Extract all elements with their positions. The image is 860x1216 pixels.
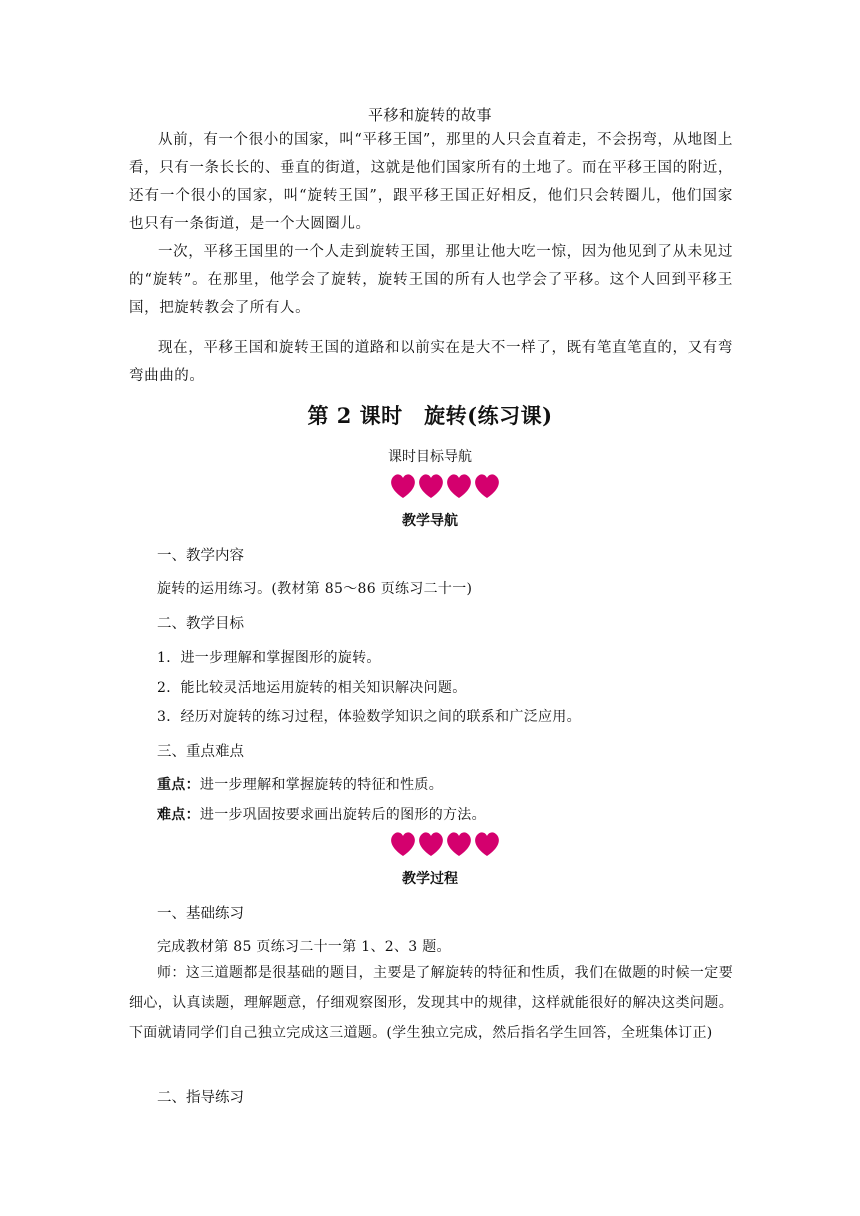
basic-practice-heading: 一、基础练习 <box>157 906 244 922</box>
story-title: 平移和旋转的故事 <box>367 106 492 124</box>
heart-icon <box>389 830 417 858</box>
story-paragraph-3: 现在，平移王国和旋转王国的道路和以前实在是大不一样了，既有笔直笔直的，又有弯弯曲曲的。 <box>129 340 733 384</box>
guided-practice-heading: 二、指导练习 <box>157 1090 244 1106</box>
heart-icon <box>389 472 417 500</box>
basic-practice-task: 完成教材第 85 页练习二十一第 1、2、3 题。 <box>157 939 451 955</box>
story-paragraph-1: 从前，有一个很小的国家，叫“平移王国”，那里的人只会直着走，不会拐弯，从地图上看，只有一条长长的、垂直的街道，这就是他们国家所有的土地了。而在平移王国的附近，还有一个很小的国家，叫“旋转王国”，跟平移王国正好相反，他们只会转圈儿，他们国家也只有一条街道，是一个大圆圈儿。 <box>129 132 733 232</box>
heart-row-1 <box>389 472 501 502</box>
heart-icon <box>445 830 473 858</box>
heart-icon <box>473 472 501 500</box>
key-point-label: 重点： <box>157 777 200 793</box>
heart-row-2 <box>389 830 501 860</box>
lesson-title: 第 2 课时 旋转(练习课) <box>307 403 553 428</box>
heart-icon <box>445 472 473 500</box>
goal-item-3: 3．经历对旋转的练习过程，体验数学知识之间的联系和广泛应用。 <box>157 709 581 725</box>
nav-heading: 课时目标导航 <box>388 449 472 465</box>
heart-icon <box>473 830 501 858</box>
heart-icon <box>417 472 445 500</box>
goals-heading: 二、教学目标 <box>157 616 244 632</box>
content-heading: 一、教学内容 <box>157 548 244 564</box>
goal-item-2: 2．能比较灵活地运用旋转的相关知识解决问题。 <box>157 680 467 696</box>
key-points-heading: 三、重点难点 <box>157 744 244 760</box>
teacher-instruction: 师：这三道题都是很基础的题目，主要是了解旋转的特征和性质，我们在做题的时候一定要细心，认真读题，理解题意，仔细观察图形，发现其中的规律，这样就能很好的解决这类问题。下面就请同学们自己独立完成这三道题。(学生独立完成，然后指名学生回答，全班集体订正) <box>129 965 733 1041</box>
teaching-process-heading: 教学过程 <box>402 871 458 887</box>
goal-item-1: 1．进一步理解和掌握图形的旋转。 <box>157 650 381 666</box>
key-point-text: 进一步理解和掌握旋转的特征和性质。 <box>199 777 444 793</box>
difficulty-text: 进一步巩固按要求画出旋转后的图形的方法。 <box>199 807 486 823</box>
heart-icon <box>417 830 445 858</box>
teaching-nav-heading: 教学导航 <box>402 513 458 529</box>
difficulty-label: 难点： <box>157 807 200 823</box>
key-point-line <box>157 774 443 794</box>
story-paragraph-2: 一次，平移王国里的一个人走到旋转王国，那里让他大吃一惊，因为他见到了从未见过的“旋转”。在那里，他学会了旋转，旋转王国的所有人也学会了平移。这个人回到平移王国，把旋转教会了所有人。 <box>129 244 733 316</box>
difficulty-line <box>157 804 486 824</box>
content-text: 旋转的运用练习。(教材第 85～86 页练习二十一) <box>157 581 473 597</box>
